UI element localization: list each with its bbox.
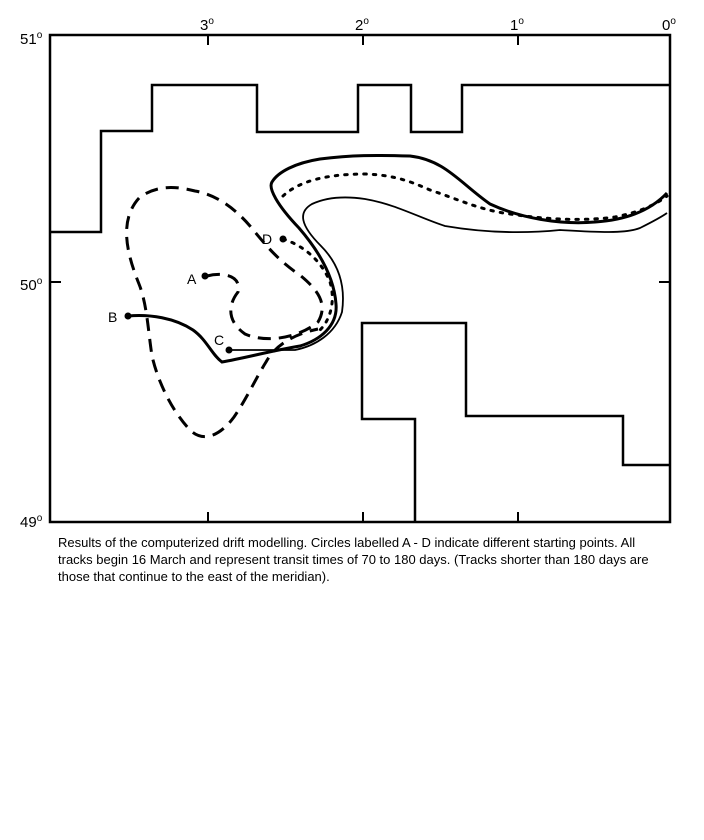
start-point-a (202, 273, 209, 280)
track-b-solid-thick (128, 155, 667, 362)
start-point-d (280, 236, 287, 243)
label-a: A (187, 271, 197, 287)
label-b: B (108, 309, 118, 325)
southern-coastline (362, 323, 670, 522)
start-point-b (125, 313, 132, 320)
northern-coastline (50, 85, 670, 232)
latitude-label-49: 49$^o$ (20, 513, 43, 530)
track-a-dashed (127, 187, 323, 436)
label-d: D (262, 231, 273, 247)
map-frame (50, 35, 670, 522)
axis-ticks (50, 35, 670, 522)
longitude-label-1: 1$^o$ (510, 16, 524, 34)
figure-caption: Results of the computerized drift modelling. Circles labelled A - D indicate different starting points. All tracks begin 16 March and represent transit times of 70 to 180 days. (Tracks shorter than 180 days are those that continue to the east of the meridian). (58, 535, 649, 584)
longitude-label-0: 0$^o$ (662, 16, 676, 34)
latitude-label-50: 50$^o$ (20, 276, 43, 294)
start-point-c (226, 347, 233, 354)
longitude-label-2: 2$^o$ (355, 16, 369, 34)
longitude-label-3: 3$^o$ (200, 16, 214, 34)
label-c: C (214, 332, 225, 348)
latitude-label-51: 51$^o$ (20, 30, 43, 48)
